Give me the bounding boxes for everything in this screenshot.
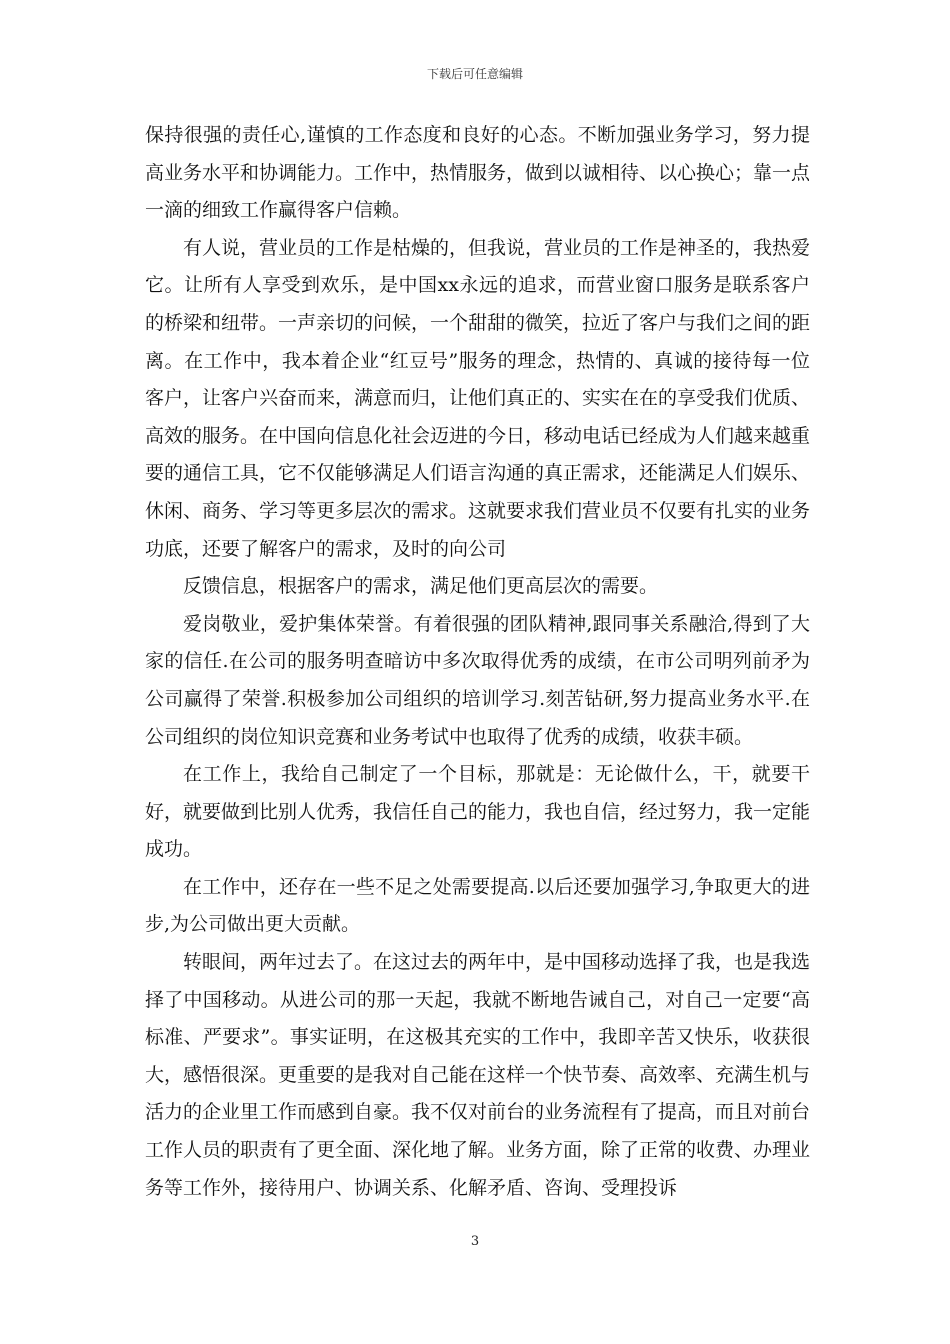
paragraph-6: 在工作中，还存在一些不足之处需要提高.以后还要加强学习,争取更大的进步,为公司做出更大贡献。 [145,875,810,936]
document-body [145,117,810,1207]
paragraph-1: 保持很强的责任心,谨慎的工作态度和良好的心态。不断加强业务学习，努力提高业务水平和协调能力。工作中，热情服务，做到以诚相待、以心换心；靠一点一滴的细致工作赢得客户信赖。 [145,124,811,222]
paragraph-2: 有人说，营业员的工作是枯燥的，但我说，营业员的工作是神圣的，我热爱它。让所有人享受到欢乐，是中国xx永远的追求，而营业窗口服务是联系客户的桥梁和纽带。一声亲切的问候，一个甜甜的微笑，拉近了客户与我们之间的距离。在工作中，我本着企业“红豆号”服务的理念，热情的、真诚的接待每一位客户，让客户兴奋而来，满意而归，让他们真正的、实实在在的享受我们优质、高效的服务。在中国向信息化社会迈进的今日，移动电话已经成为人们越来越重要的通信工具，它不仅能够满足人们语言沟通的真正需求，还能满足人们娱乐、休闲、商务、学习等更多层次的需求。这就要求我们营业员不仅要有扎实的业务功底，还要了解客户的需求，及时的向公司 [145,236,811,560]
paragraph-4: 爱岗敬业，爱护集体荣誉。有着很强的团队精神,跟同事关系融洽,得到了大家的信任.在公司的服务明查暗访中多次取得优秀的成绩，在市公司明列前矛为公司赢得了荣誉.积极参加公司组织的培训学习.刻苦钻研,努力提高业务水平.在公司组织的岗位知识竞赛和业务考试中也取得了优秀的成绩，收获丰硕。 [145,612,810,748]
paragraph-7: 转眼间，两年过去了。在这过去的两年中，是中国移动选择了我，也是我选择了中国移动。从进公司的那一天起，我就不断地告诫自己，对自己一定要“高标准、严要求”。事实证明，在这极其充实的工作中，我即辛苦又快乐，收获很大，感悟很深。更重要的是我对自己能在这样一个快节奏、高效率、充满生机与活力的企业里工作而感到自豪。我不仅对前台的业务流程有了提高，而且对前台工作人员的职责有了更全面、深化地了解。业务方面，除了正常的收费、办理业务等工作外，接待用户、协调关系、化解矛盾、咨询、受理投诉 [145,951,811,1199]
page-header: 下载后可任意编辑 [426,67,523,81]
paragraph-5: 在工作上，我给自己制定了一个目标，那就是：无论做什么，干，就要干好，就要做到比别人优秀，我信任自己的能力，我也自信，经过努力，我一定能成功。 [145,763,811,861]
paragraph-3: 反馈信息，根据客户的需求，满足他们更高层次的需要。 [183,575,659,598]
page-number: 3 [470,1234,480,1249]
